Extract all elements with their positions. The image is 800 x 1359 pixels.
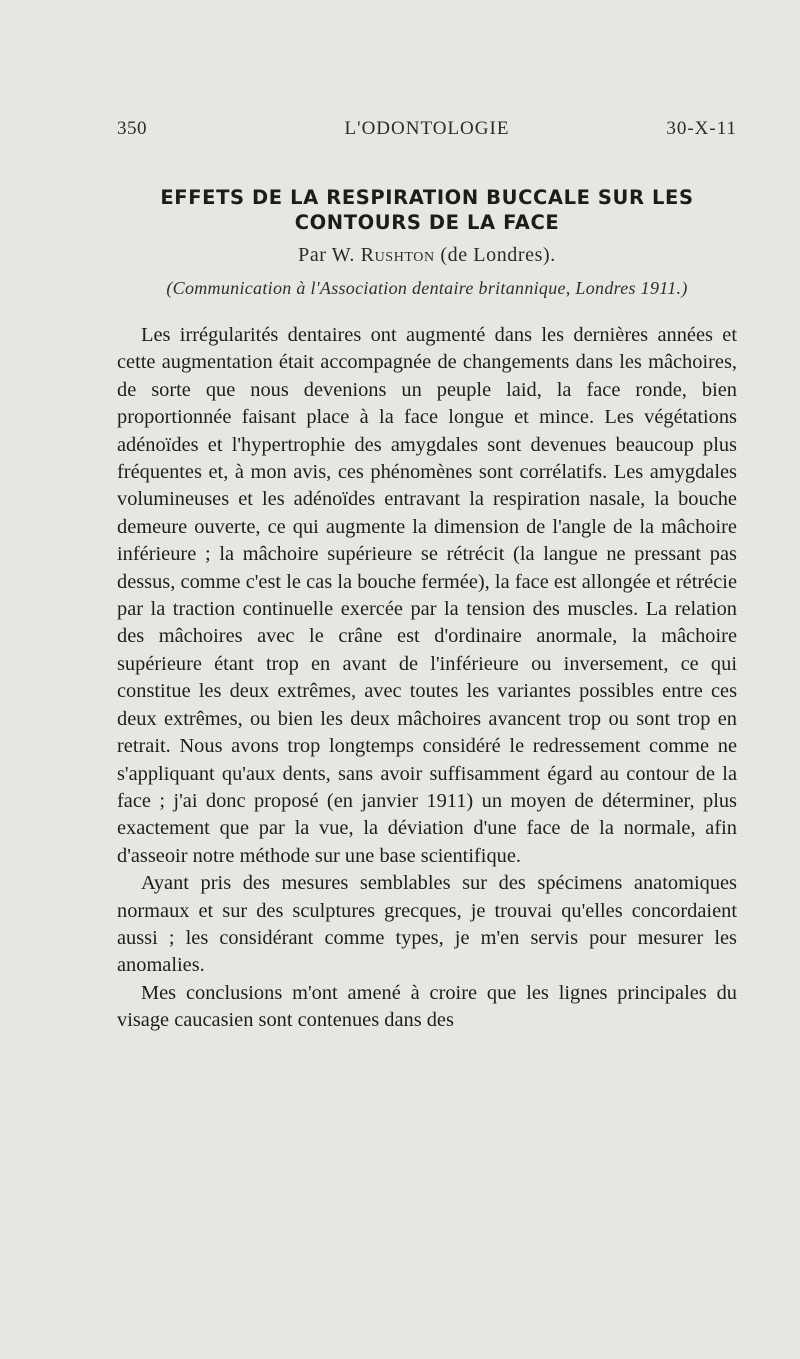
byline-prefix: Par W.: [298, 244, 356, 266]
page-number: 350: [117, 118, 147, 139]
journal-title: L'ODONTOLOGIE: [344, 118, 510, 139]
author-name: Rushton: [360, 244, 435, 266]
article-title-line-1: EFFETS DE LA RESPIRATION BUCCALE SUR LES: [160, 186, 694, 209]
byline-suffix: (de Londres).: [440, 244, 556, 266]
article-body: [117, 322, 737, 1035]
article-title-line-2: CONTOURS DE LA FACE: [294, 211, 560, 234]
article-title: [110, 185, 744, 235]
paragraph: Ayant pris des mesures semblables sur des spécimens anatomiques normaux et sur des sculptures grecques, je trouvai qu'elles concordaient aussi ; les considérant comme types, je m'en servis pour mesurer les anomalies.: [117, 872, 737, 977]
byline: [110, 244, 744, 267]
paragraph: Mes conclusions m'ont amené à croire que les lignes principales du visage caucasien sont contenues dans des: [117, 981, 737, 1032]
running-head: [117, 118, 737, 144]
issue-date: 30-X-11: [666, 118, 737, 139]
communication-note: (Communication à l'Association dentaire britannique, Londres 1911.): [166, 278, 688, 298]
paragraph: Les irrégularités dentaires ont augmenté dans les dernières années et cette augmentation était accompagnée de changements dans les mâchoires, de sorte que nous devenions un peuple laid, la face ronde, bien proportionnée faisant place à la face longue et mince. Les végétations adénoïdes et l'hypertrophie des amygdales sont devenues beaucoup plus fréquentes et, à mon avis, ces phénomènes sont corrélatifs. Les amygdales volumineuses et les adénoïdes entravant la respiration nasale, la bouche demeure ouverte, ce qui augmente la dimension de l'angle de la mâchoire inférieure ; la mâchoire supérieure se rétrécit (la langue ne pressant pas dessus, comme c'est le cas la bouche fermée), la face est allongée et rétrécie par la traction continuelle exercée par la tension des muscles. La relation des mâchoires avec le crâne est d'ordinaire anormale, la mâchoire supérieure étant trop en avant de l'inférieure ou inversement, ce qui constitue les deux extrêmes, avec toutes les variantes possibles entre ces deux extrêmes, ou bien les deux mâchoires avancent trop ou sont trop en retrait. Nous avons trop longtemps considéré le redressement comme ne s'appliquant qu'aux dents, sans avoir suffisamment égard au contour de la face ; j'ai donc proposé (en janvier 1911) un moyen de déterminer, plus exactement que par la vue, la déviation d'une face de la normale, afin d'asseoir notre méthode sur une base scientifique.: [117, 324, 737, 867]
